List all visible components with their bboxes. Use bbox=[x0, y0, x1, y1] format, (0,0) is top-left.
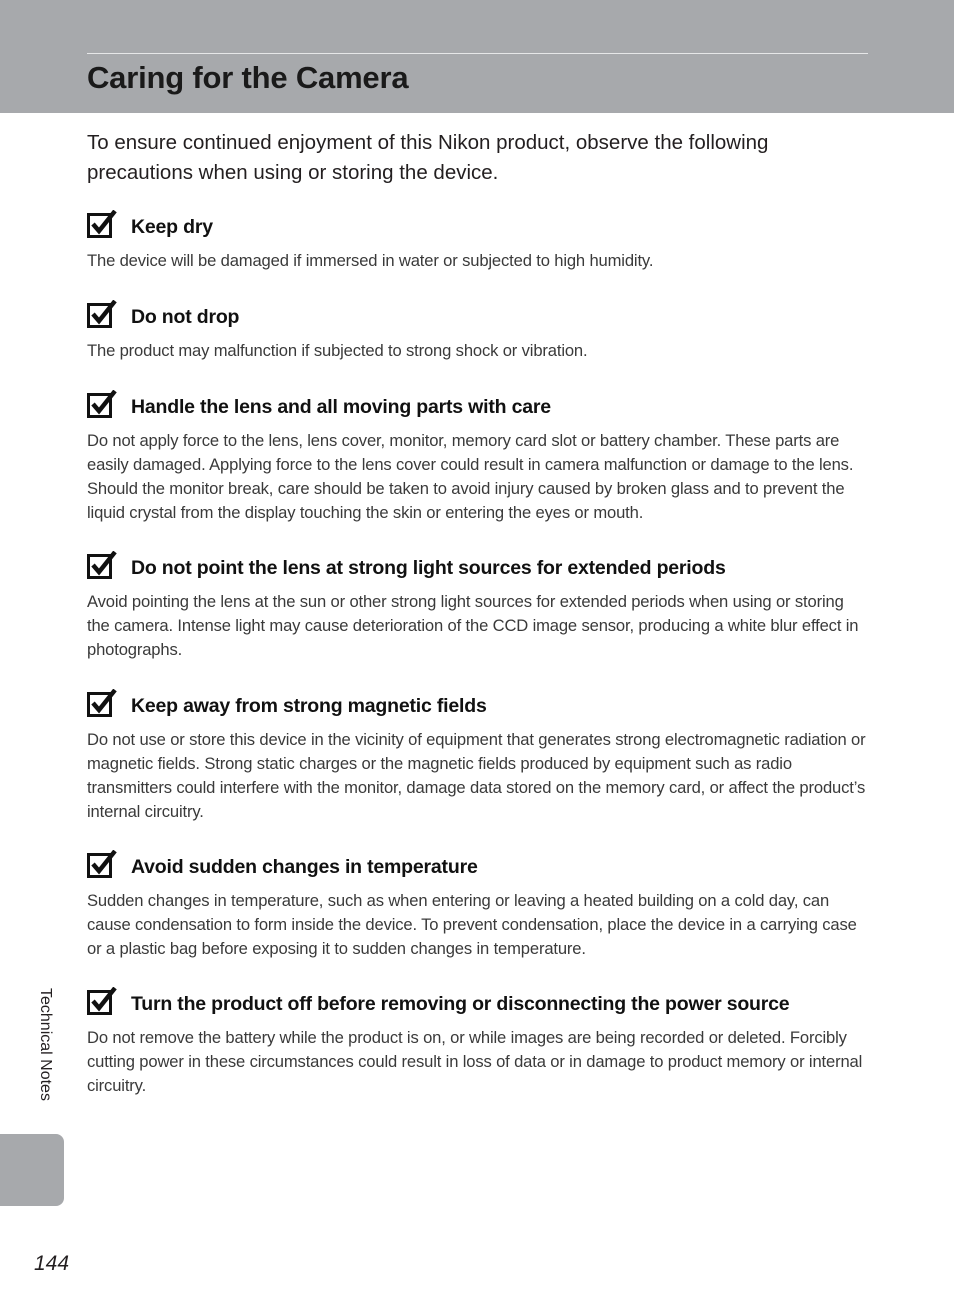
section-temperature bbox=[87, 850, 868, 961]
section-body: Do not apply force to the lens, lens cover, monitor, memory card slot or battery chamber. These parts are easily damaged. Applying force to the lens cover could result in camera malfunction or damage to the lens. Should the monitor break, care should be taken to avoid injury caused by broken glass and to prevent the liquid crystal from the display touching the skin or entering the eyes or mouth. bbox=[87, 431, 854, 522]
section-heading bbox=[87, 689, 868, 723]
section-title: Do not drop bbox=[131, 305, 240, 328]
section-body: The product may malfunction if subjected to strong shock or vibration. bbox=[87, 341, 588, 360]
section-body: Sudden changes in temperature, such as when entering or leaving a heated building on a cold day, can cause condensation to form inside the device. To prevent condensation, place the device in a carrying case or a plastic bag before exposing it to sudden changes in temperature. bbox=[87, 891, 857, 958]
section-title: Keep away from strong magnetic fields bbox=[131, 694, 487, 717]
section-title: Avoid sudden changes in temperature bbox=[131, 855, 478, 878]
section-heading bbox=[87, 850, 868, 884]
section-heading bbox=[87, 987, 868, 1021]
section-body: The device will be damaged if immersed in water or subjected to high humidity. bbox=[87, 251, 654, 270]
check-box-icon bbox=[87, 689, 117, 718]
section-power-source bbox=[87, 987, 868, 1098]
page-number: 144 bbox=[34, 1252, 70, 1275]
section-title: Turn the product off before removing or disconnecting the power source bbox=[131, 992, 790, 1015]
section-heading bbox=[87, 300, 868, 334]
section-heading bbox=[87, 551, 868, 585]
check-box-icon bbox=[87, 300, 117, 329]
section-heading bbox=[87, 210, 868, 244]
section-title: Keep dry bbox=[131, 215, 213, 238]
section-title: Do not point the lens at strong light sources for extended periods bbox=[131, 556, 726, 579]
section-keep-dry bbox=[87, 210, 868, 273]
check-box-icon bbox=[87, 551, 117, 580]
section-title: Handle the lens and all moving parts with care bbox=[131, 395, 551, 418]
section-handle-lens bbox=[87, 390, 868, 525]
check-box-icon bbox=[87, 850, 117, 879]
side-tab bbox=[0, 1134, 64, 1206]
section-heading bbox=[87, 390, 868, 424]
side-tab-label: Technical Notes bbox=[37, 988, 54, 1101]
intro-paragraph: To ensure continued enjoyment of this Nikon product, observe the following precautions when using or storing the device. bbox=[87, 131, 769, 184]
section-body: Do not use or store this device in the vicinity of equipment that generates strong electromagnetic radiation or magnetic fields. Strong static charges or the magnetic fields produced by equipment such as radio transmitters could interfere with the monitor, damage data stored on the memory card, or affect the product’s internal circuitry. bbox=[87, 730, 866, 821]
section-strong-light bbox=[87, 551, 868, 662]
section-magnetic-fields bbox=[87, 689, 868, 824]
section-body: Do not remove the battery while the product is on, or while images are being recorded or deleted. Forcibly cutting power in these circumstances could result in loss of data or in damage to product memory or internal circuitry. bbox=[87, 1028, 863, 1095]
check-box-icon bbox=[87, 210, 117, 239]
header-rule bbox=[87, 53, 868, 54]
section-body: Avoid pointing the lens at the sun or other strong light sources for extended periods when using or storing the camera. Intense light may cause deterioration of the CCD image sensor, producing a white blur effect in photographs. bbox=[87, 592, 859, 659]
check-box-icon bbox=[87, 390, 117, 419]
header-band bbox=[0, 0, 954, 113]
check-box-icon bbox=[87, 987, 117, 1016]
page-title: Caring for the Camera bbox=[87, 60, 409, 95]
section-do-not-drop bbox=[87, 300, 868, 363]
